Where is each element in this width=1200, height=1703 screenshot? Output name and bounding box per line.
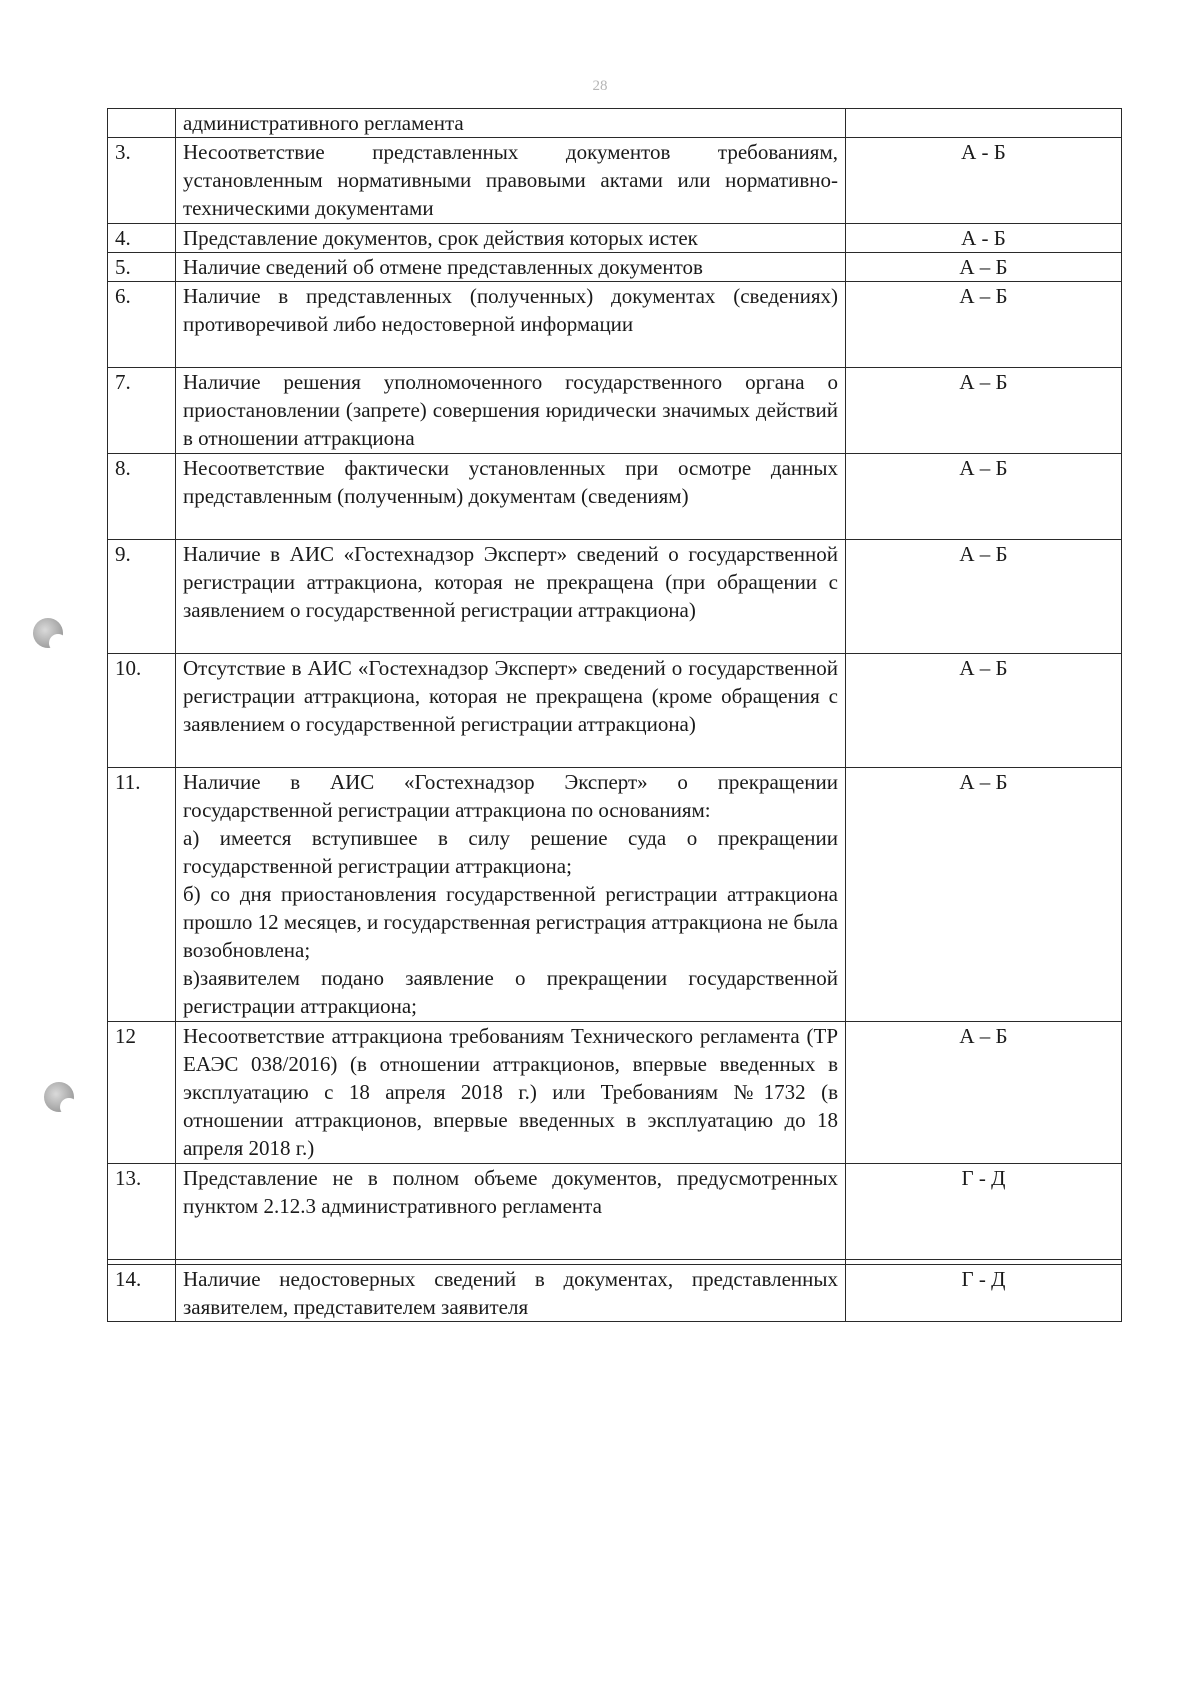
row-code: [846, 109, 1122, 138]
row-code: А – Б: [846, 654, 1122, 768]
row-number: 6.: [108, 282, 176, 368]
table-row: [108, 368, 1122, 454]
table-row: [108, 768, 1122, 1022]
description-line: Наличие решения уполномоченного государственного органа о приостановлении (запрете) совершения юридически значимых действий в отношении аттракциона: [183, 370, 838, 450]
row-number: 7.: [108, 368, 176, 454]
table-row: [108, 1265, 1122, 1322]
row-description: [176, 768, 846, 1022]
table-row: [108, 1164, 1122, 1260]
row-description: [176, 654, 846, 768]
refusal-grounds-table: [107, 108, 1122, 1322]
row-number: [108, 109, 176, 138]
row-number: 9.: [108, 540, 176, 654]
row-description: [176, 1164, 846, 1260]
row-description: [176, 138, 846, 224]
row-code: А – Б: [846, 368, 1122, 454]
description-line: Несоответствие аттракциона требованиям Технического регламента (ТР ЕАЭС 038/2016) (в отношении аттракционов, впервые введенных в эксплуатацию с 18 апреля 2018 г.) или Требованиям №1732 (в отношении аттракционов, впервые введенных в эксплуатацию до 18 апреля 2018 г.): [183, 1024, 838, 1160]
description-line: Несоответствие фактически установленных при осмотре данных представленным (полученным) документам (сведениям): [183, 456, 838, 508]
row-number: 5.: [108, 253, 176, 282]
table-row: [108, 253, 1122, 282]
row-description: [176, 368, 846, 454]
row-description: [176, 540, 846, 654]
row-code: А – Б: [846, 253, 1122, 282]
description-line: б) со дня приостановления государственной регистрации аттракциона прошло 12 месяцев, и государственная регистрация аттракциона не была возобновлена;: [183, 882, 838, 962]
description-line: Наличие недостоверных сведений в документах, представленных заявителем, представителем заявителя: [183, 1267, 838, 1319]
table-row: [108, 138, 1122, 224]
row-code: А – Б: [846, 282, 1122, 368]
punch-hole-mark: [44, 1082, 74, 1112]
description-line: административного регламента: [183, 111, 464, 135]
row-code: А – Б: [846, 540, 1122, 654]
row-description: [176, 454, 846, 540]
row-number: 10.: [108, 654, 176, 768]
row-description: [176, 109, 846, 138]
description-line: Наличие сведений об отмене представленных документов: [183, 255, 703, 279]
table-row: [108, 654, 1122, 768]
row-code: Г - Д: [846, 1265, 1122, 1322]
row-number: 4.: [108, 224, 176, 253]
row-code: А - Б: [846, 224, 1122, 253]
row-number: 14.: [108, 1265, 176, 1322]
punch-hole-mark: [33, 618, 63, 648]
row-number: 8.: [108, 454, 176, 540]
description-line: Отсутствие в АИС «Гостехнадзор Эксперт» сведений о государственной регистрации аттракциона, которая не прекращена (кроме обращения с заявлением о государственной регистрации аттракциона): [183, 656, 838, 736]
page-number: 28: [592, 78, 608, 94]
row-description: [176, 224, 846, 253]
table-row: [108, 282, 1122, 368]
description-line: Несоответствие представленных документов требованиям, установленным нормативными правовыми актами или нормативно-техническими документами: [183, 140, 838, 220]
table-row: [108, 1022, 1122, 1164]
row-code: Г - Д: [846, 1164, 1122, 1260]
row-number: 12: [108, 1022, 176, 1164]
description-line: Наличие в АИС «Гостехнадзор Эксперт» сведений о государственной регистрации аттракциона, которая не прекращена (при обращении с заявлением о государственной регистрации аттракциона): [183, 542, 838, 622]
table-row: [108, 454, 1122, 540]
row-code: А – Б: [846, 454, 1122, 540]
row-description: [176, 1265, 846, 1322]
row-description: [176, 253, 846, 282]
row-number: 3.: [108, 138, 176, 224]
description-line: Наличие в представленных (полученных) документах (сведениях) противоречивой либо недостоверной информации: [183, 284, 838, 336]
row-description: [176, 1022, 846, 1164]
row-code: А - Б: [846, 138, 1122, 224]
row-number: 13.: [108, 1164, 176, 1260]
description-line: Представление не в полном объеме документов, предусмотренных пунктом 2.12.3 административного регламента: [183, 1166, 838, 1218]
description-line: Наличие в АИС «Гостехнадзор Эксперт» о прекращении государственной регистрации аттракциона по основаниям:: [183, 770, 838, 822]
description-line: в)заявителем подано заявление о прекращении государственной регистрации аттракциона;: [183, 966, 838, 1018]
description-line: а) имеется вступившее в силу решение суда о прекращении государственной регистрации аттракциона;: [183, 826, 838, 878]
row-number: 11.: [108, 768, 176, 1022]
row-code: А – Б: [846, 768, 1122, 1022]
table-row: [108, 109, 1122, 138]
row-description: [176, 282, 846, 368]
table-row: [108, 224, 1122, 253]
description-line: Представление документов, срок действия которых истек: [183, 226, 698, 250]
table-row: [108, 540, 1122, 654]
row-code: А – Б: [846, 1022, 1122, 1164]
